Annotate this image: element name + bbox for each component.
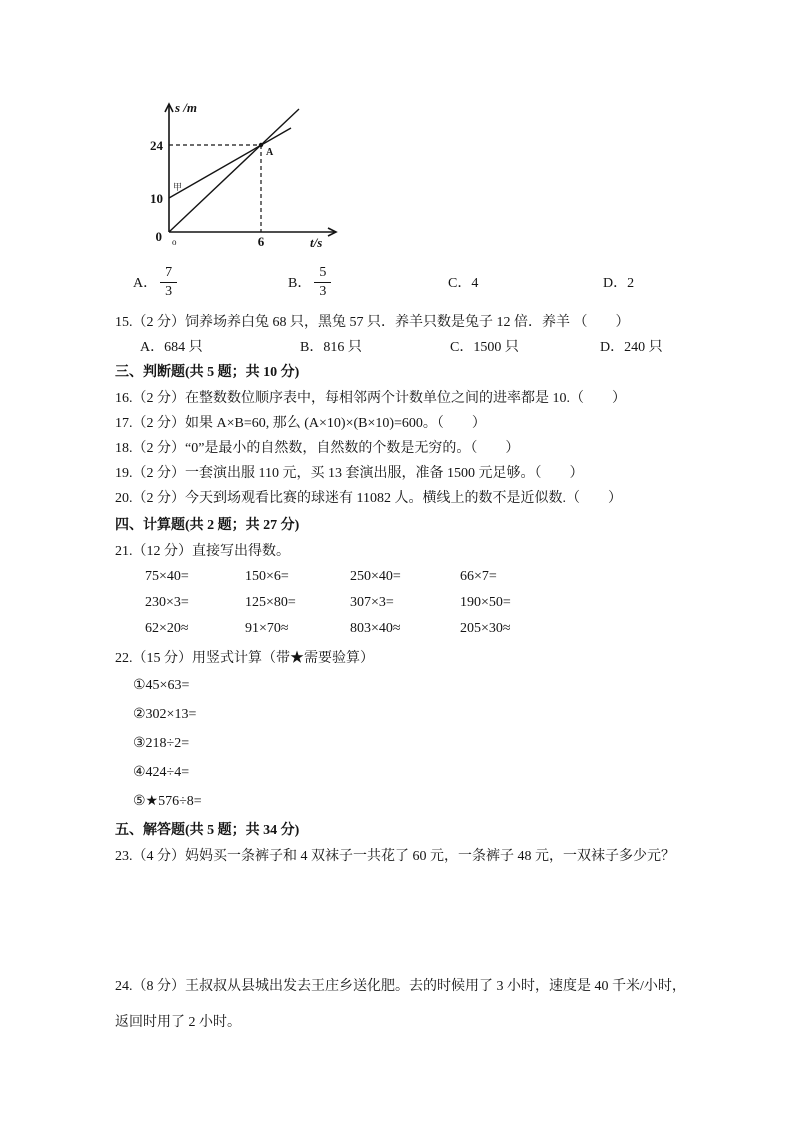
calc-cell: 91×70≈	[245, 621, 289, 636]
origin-o-label: o	[172, 237, 177, 247]
calc-cell: 190×50=	[460, 595, 511, 610]
q14-option-a	[133, 262, 177, 302]
section-4-title: 四、计算题(共 2 题；共 27 分)	[115, 518, 300, 533]
question-15-text: 15.（2 分）饲养场养白兔 68 只，黑兔 57 只．养羊只数是兔子 12 倍．养羊 （ ）	[115, 315, 630, 330]
q22-items-list	[115, 671, 693, 816]
calc-cell: 230×3=	[145, 595, 189, 610]
origin-zero-label: 0	[155, 229, 162, 244]
q14-option-d: D．2	[603, 276, 635, 291]
fraction-denominator: 3	[319, 283, 327, 299]
fraction-numerator: 5	[314, 265, 331, 282]
q15-option-c: C．1500 只	[450, 340, 519, 355]
calc-cell: 307×3=	[350, 595, 394, 610]
q15-options-row	[115, 335, 693, 360]
section-5-title: 五、解答题(共 5 题；共 34 分)	[115, 823, 300, 838]
fraction-denominator: 3	[165, 283, 173, 299]
calc-cell: 250×40=	[350, 569, 401, 584]
fraction-7-3	[160, 265, 177, 299]
question-24-text: 24.（8 分）王叔叔从县城出发去王庄乡送化肥。去的时候用了 3 小时，速度是 40 千米/小时，返回时用了 2 小时。	[115, 979, 686, 1030]
q15-option-b: B．816 只	[300, 340, 362, 355]
x-tick-6: 6	[257, 234, 265, 249]
q15-option-d: D．240 只	[600, 340, 663, 355]
fraction-5-3	[314, 265, 331, 299]
q22-item-3: ③218÷2=	[133, 736, 190, 751]
q22-item-2: ②302×13=	[133, 707, 197, 722]
q14-option-c: C．4	[448, 276, 479, 291]
option-b-prefix: B．	[288, 276, 312, 291]
calc-cell: 62×20≈	[145, 621, 189, 636]
y-axis-label: s /m	[175, 100, 198, 115]
distance-time-graph	[129, 95, 354, 253]
fraction-numerator: 7	[160, 265, 177, 282]
option-a-prefix: A．	[133, 276, 158, 291]
y-tick-24: 24	[150, 138, 163, 153]
x-axis-label: t/s	[310, 235, 323, 250]
question-19-text: 19.（2 分）一套演出服 110 元，买 13 套演出服，准备 1500 元足够。（ ）	[115, 466, 584, 481]
q14-options-row	[115, 262, 693, 302]
y-tick-10: 10	[150, 191, 163, 206]
calc-cell: 75×40=	[145, 569, 189, 584]
line-name-label: 甲	[173, 182, 183, 192]
q14-option-b	[288, 262, 331, 302]
intersection-point	[259, 143, 263, 147]
calc-cell: 66×7=	[460, 569, 497, 584]
question-16-text: 16.（2 分）在整数数位顺序表中，每相邻两个计数单位之间的进率都是 10.（ ）	[115, 391, 626, 406]
section-3-title: 三、判断题(共 5 题；共 10 分)	[115, 365, 300, 380]
q15-option-a: A．684 只	[140, 340, 203, 355]
question-18-text: 18.（2 分）“0”是最小的自然数，自然数的个数是无穷的。（ ）	[115, 441, 520, 456]
q22-item-4: ④424÷4=	[133, 765, 190, 780]
calc-cell: 205×30≈	[460, 621, 511, 636]
calc-cell: 150×6=	[245, 569, 289, 584]
question-20-text: 20.（2 分）今天到场观看比赛的球迷有 11082 人。横线上的数不是近似数.（ ）	[115, 491, 622, 506]
question-17-text: 17.（2 分）如果 A×B=60, 那么 (A×10)×(B×10)=600。（ ）	[115, 416, 486, 431]
q22-item-1: ①45×63=	[133, 678, 190, 693]
q22-item-5: ⑤★576÷8=	[133, 794, 202, 809]
q21-calculation-grid	[115, 564, 693, 642]
calc-cell: 803×40≈	[350, 621, 401, 636]
graph-figure	[129, 95, 693, 258]
document-content	[115, 0, 693, 1041]
question-23-text: 23.（4 分）妈妈买一条裤子和 4 双袜子一共花了 60 元，一条裤子 48 元，一双袜子多少元？	[115, 849, 675, 864]
point-a-label: A	[266, 147, 274, 158]
question-22-text: 22.（15 分）用竖式计算（带★需要验算）	[115, 651, 374, 666]
question-21-text: 21.（12 分）直接写出得数。	[115, 544, 290, 559]
calc-cell: 125×80=	[245, 595, 296, 610]
